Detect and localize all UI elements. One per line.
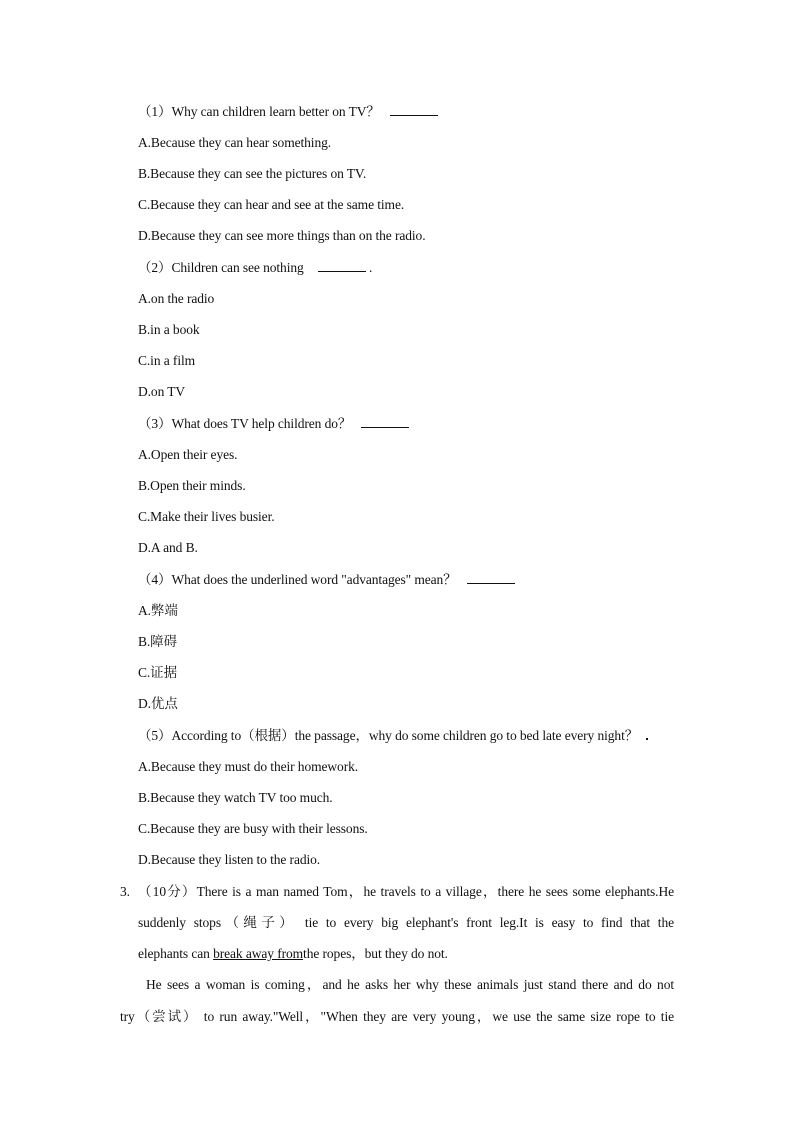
question-5-option-c: C.Because they are busy with their lessons. xyxy=(138,821,368,836)
question-5-text: （5）According to（根据）the passage，why do some children go to bed late every night？ xyxy=(138,728,639,743)
passage-line-4: He sees a woman is coming，and he asks her why these animals just stand there and do not xyxy=(146,977,674,992)
question-4-option-b: B.障碍 xyxy=(138,634,177,649)
question-2-option-c: C.in a film xyxy=(138,353,196,368)
question-1-option-a: A.Because they can hear something. xyxy=(138,135,332,150)
question-3-option-b: B.Open their minds. xyxy=(138,478,246,493)
question-3-text: （3）What does TV help children do？ xyxy=(138,416,352,431)
question-5-stem xyxy=(138,727,648,745)
question-4-option-d: D.优点 xyxy=(138,696,178,711)
answer-blank xyxy=(467,571,515,584)
answer-blank xyxy=(646,738,648,740)
question-5-option-d: D.Because they listen to the radio. xyxy=(138,852,321,867)
passage-line-3-start: elephants can xyxy=(138,946,210,961)
question-1-option-d: D.Because they can see more things than on the radio. xyxy=(138,228,426,243)
underlined-phrase: break away from xyxy=(213,946,304,961)
question-5-option-b: B.Because they watch TV too much. xyxy=(138,790,333,805)
passage-line-3-end: the ropes，but they do not. xyxy=(303,946,448,961)
question-2-period: . xyxy=(368,260,373,275)
question-2-stem xyxy=(138,259,372,277)
question-3-stem xyxy=(138,415,409,433)
question-1-text: （1）Why can children learn better on TV？ xyxy=(138,104,380,119)
question-1-stem xyxy=(138,103,438,121)
answer-blank xyxy=(390,103,438,116)
question-4-stem xyxy=(138,571,515,589)
passage-line-1: （10分）There is a man named Tom，he travels to a village，there he sees some elephants.He xyxy=(138,884,674,899)
answer-blank xyxy=(361,415,409,428)
question-4-text: （4）What does the underlined word "advantages" mean？ xyxy=(138,572,457,587)
question-1-option-c: C.Because they can hear and see at the same time. xyxy=(138,197,405,212)
question-3-option-d: D.A and B. xyxy=(138,540,198,555)
question-2-option-d: D.on TV xyxy=(138,384,186,399)
question-2-option-b: B.in a book xyxy=(138,322,200,337)
question-2-text: （2）Children can see nothing xyxy=(138,260,304,275)
question-3-option-a: A.Open their eyes. xyxy=(138,447,238,462)
question-3-option-c: C.Make their lives busier. xyxy=(138,509,275,524)
question-4-option-a: A.弊端 xyxy=(138,603,178,618)
passage-line-3 xyxy=(138,945,448,963)
question-4-option-c: C.证据 xyxy=(138,665,177,680)
answer-blank xyxy=(318,259,366,272)
section-number: 3. xyxy=(120,884,130,899)
passage-line-2: suddenly stops（绳子） tie to every big elephant's front leg.It is easy to find that the xyxy=(138,915,674,930)
question-2-option-a: A.on the radio xyxy=(138,291,215,306)
passage-line-5: try（尝试） to run away."Well，"When they are very young，we use the same size rope to tie xyxy=(120,1009,674,1024)
question-1-option-b: B.Because they can see the pictures on TV. xyxy=(138,166,367,181)
question-5-option-a: A.Because they must do their homework. xyxy=(138,759,359,774)
